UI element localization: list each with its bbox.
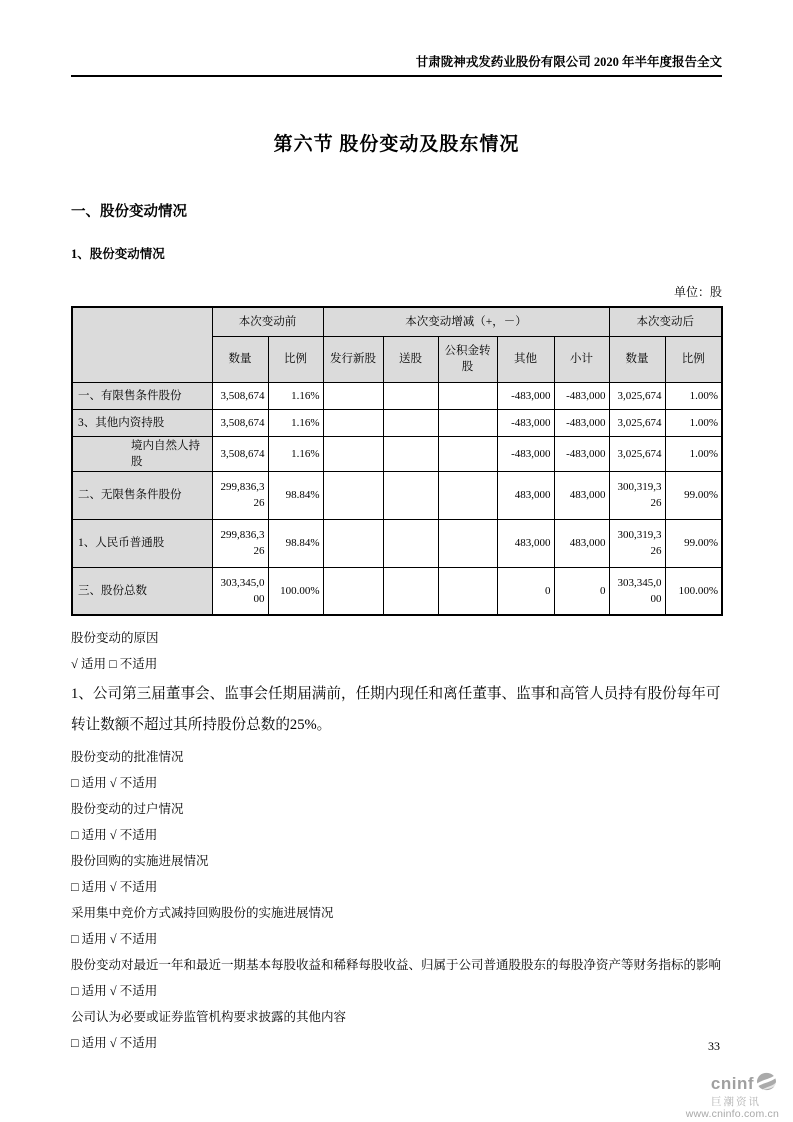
cell	[438, 519, 497, 567]
col-header: 比例	[268, 336, 323, 382]
note-applicability: □ 适用 √ 不适用	[71, 880, 158, 894]
table-corner-cell	[72, 307, 212, 382]
cell: 483,000	[497, 471, 554, 519]
cell: 483,000	[554, 519, 609, 567]
header-after: 本次变动后	[609, 307, 722, 336]
header-before: 本次变动前	[212, 307, 323, 336]
cell: 100.00%	[268, 567, 323, 615]
cell	[383, 409, 438, 436]
col-header: 送股	[383, 336, 438, 382]
cninfo-swirl-icon	[756, 1072, 777, 1096]
table-header-row-1	[72, 307, 722, 336]
cell	[323, 471, 383, 519]
note-label: 股份变动的过户情况	[71, 802, 184, 816]
cell: 300,319,326	[609, 519, 665, 567]
cell: 99.00%	[665, 519, 722, 567]
cninfo-brand-text: cninf	[710, 1074, 754, 1093]
note-label: 股份变动的批准情况	[71, 750, 184, 764]
section-heading-2: 1、股份变动情况	[71, 247, 165, 261]
cell: 3,508,674	[212, 409, 268, 436]
cninfo-chinese-name: 巨潮资讯	[711, 1096, 761, 1108]
cell	[438, 436, 497, 471]
col-header: 数量	[609, 336, 665, 382]
cell: -483,000	[554, 436, 609, 471]
col-header: 比例	[665, 336, 722, 382]
table-row	[72, 382, 722, 409]
cell	[383, 519, 438, 567]
share-change-table	[71, 306, 723, 616]
note-paragraph: 1、公司第三届董事会、监事会任期届满前，任期内现任和离任董事、监事和高管人员持有股份每年可转让数额不超过其所持股份总数的25%。	[71, 686, 721, 733]
cell: 99.00%	[665, 471, 722, 519]
col-header: 发行新股	[323, 336, 383, 382]
cell: -483,000	[554, 409, 609, 436]
note-applicability: □ 适用 √ 不适用	[71, 932, 158, 946]
cell: 3,508,674	[212, 436, 268, 471]
cell: 3,025,674	[609, 436, 665, 471]
table-row	[72, 471, 722, 519]
note-applicability: □ 适用 √ 不适用	[71, 828, 158, 842]
cell: 3,025,674	[609, 409, 665, 436]
cell	[438, 471, 497, 519]
row-label: 3、其他内资持股	[72, 409, 212, 436]
cell: 299,836,326	[212, 519, 268, 567]
cell: -483,000	[497, 409, 554, 436]
cell: 1.00%	[665, 382, 722, 409]
cell: 98.84%	[268, 471, 323, 519]
document-header-title: 甘肃陇神戎发药业股份有限公司 2020 年半年度报告全文	[415, 55, 722, 69]
cninfo-logo	[686, 1072, 779, 1121]
row-label: 境内自然人持股	[72, 436, 212, 471]
note-label: 股份变动的原因	[71, 631, 159, 645]
cell	[438, 382, 497, 409]
col-header: 公积金转股	[438, 336, 497, 382]
cell	[323, 519, 383, 567]
unit-label: 单位：股	[673, 285, 722, 299]
table-row	[72, 567, 722, 615]
cell: 483,000	[497, 519, 554, 567]
cell: -483,000	[554, 382, 609, 409]
section-heading-1: 一、股份变动情况	[71, 204, 187, 220]
table-row	[72, 436, 722, 471]
chapter-title: 第六节 股份变动及股东情况	[273, 134, 520, 155]
cell: 299,836,326	[212, 471, 268, 519]
col-header: 数量	[212, 336, 268, 382]
cell: 0	[497, 567, 554, 615]
cell: 98.84%	[268, 519, 323, 567]
cell	[438, 409, 497, 436]
note-label: 股份回购的实施进展情况	[71, 854, 209, 868]
note-applicability: □ 适用 √ 不适用	[71, 984, 158, 998]
header-change: 本次变动增减（+，－）	[323, 307, 609, 336]
cell	[323, 436, 383, 471]
note-label: 股份变动对最近一年和最近一期基本每股收益和稀释每股收益、归属于公司普通股股东的每股净资产等财务指标的影响	[71, 958, 722, 972]
table-row	[72, 519, 722, 567]
row-label: 二、无限售条件股份	[72, 471, 212, 519]
col-header: 小计	[554, 336, 609, 382]
cell	[438, 567, 497, 615]
cell	[323, 409, 383, 436]
row-label: 1、人民币普通股	[72, 519, 212, 567]
cell	[383, 471, 438, 519]
col-header: 其他	[497, 336, 554, 382]
cell: 3,025,674	[609, 382, 665, 409]
note-label: 公司认为必要或证券监管机构要求披露的其他内容	[71, 1010, 347, 1024]
cell	[383, 382, 438, 409]
cell: 483,000	[554, 471, 609, 519]
cell: 303,345,000	[212, 567, 268, 615]
cell: 100.00%	[665, 567, 722, 615]
cell: 1.16%	[268, 436, 323, 471]
row-label: 一、有限售条件股份	[72, 382, 212, 409]
cell: 1.16%	[268, 409, 323, 436]
document-header	[71, 0, 722, 77]
note-applicability: □ 适用 √ 不适用	[71, 776, 158, 790]
cell: 303,345,000	[609, 567, 665, 615]
cell: -483,000	[497, 436, 554, 471]
note-label: 采用集中竞价方式减持回购股份的实施进展情况	[71, 906, 334, 920]
note-applicability: √ 适用 □ 不适用	[71, 657, 158, 671]
note-applicability: □ 适用 √ 不适用	[71, 1036, 158, 1050]
cell	[383, 567, 438, 615]
table-row	[72, 409, 722, 436]
row-label: 三、股份总数	[72, 567, 212, 615]
cell	[323, 382, 383, 409]
page-number: 33	[708, 1039, 720, 1053]
cell: 3,508,674	[212, 382, 268, 409]
cell	[323, 567, 383, 615]
cell: 0	[554, 567, 609, 615]
cninfo-url: www.cninfo.com.cn	[685, 1108, 779, 1120]
cell: 300,319,326	[609, 471, 665, 519]
cell: 1.16%	[268, 382, 323, 409]
cell	[383, 436, 438, 471]
cell: -483,000	[497, 382, 554, 409]
cell: 1.00%	[665, 436, 722, 471]
cell: 1.00%	[665, 409, 722, 436]
notes-section	[71, 625, 722, 1056]
